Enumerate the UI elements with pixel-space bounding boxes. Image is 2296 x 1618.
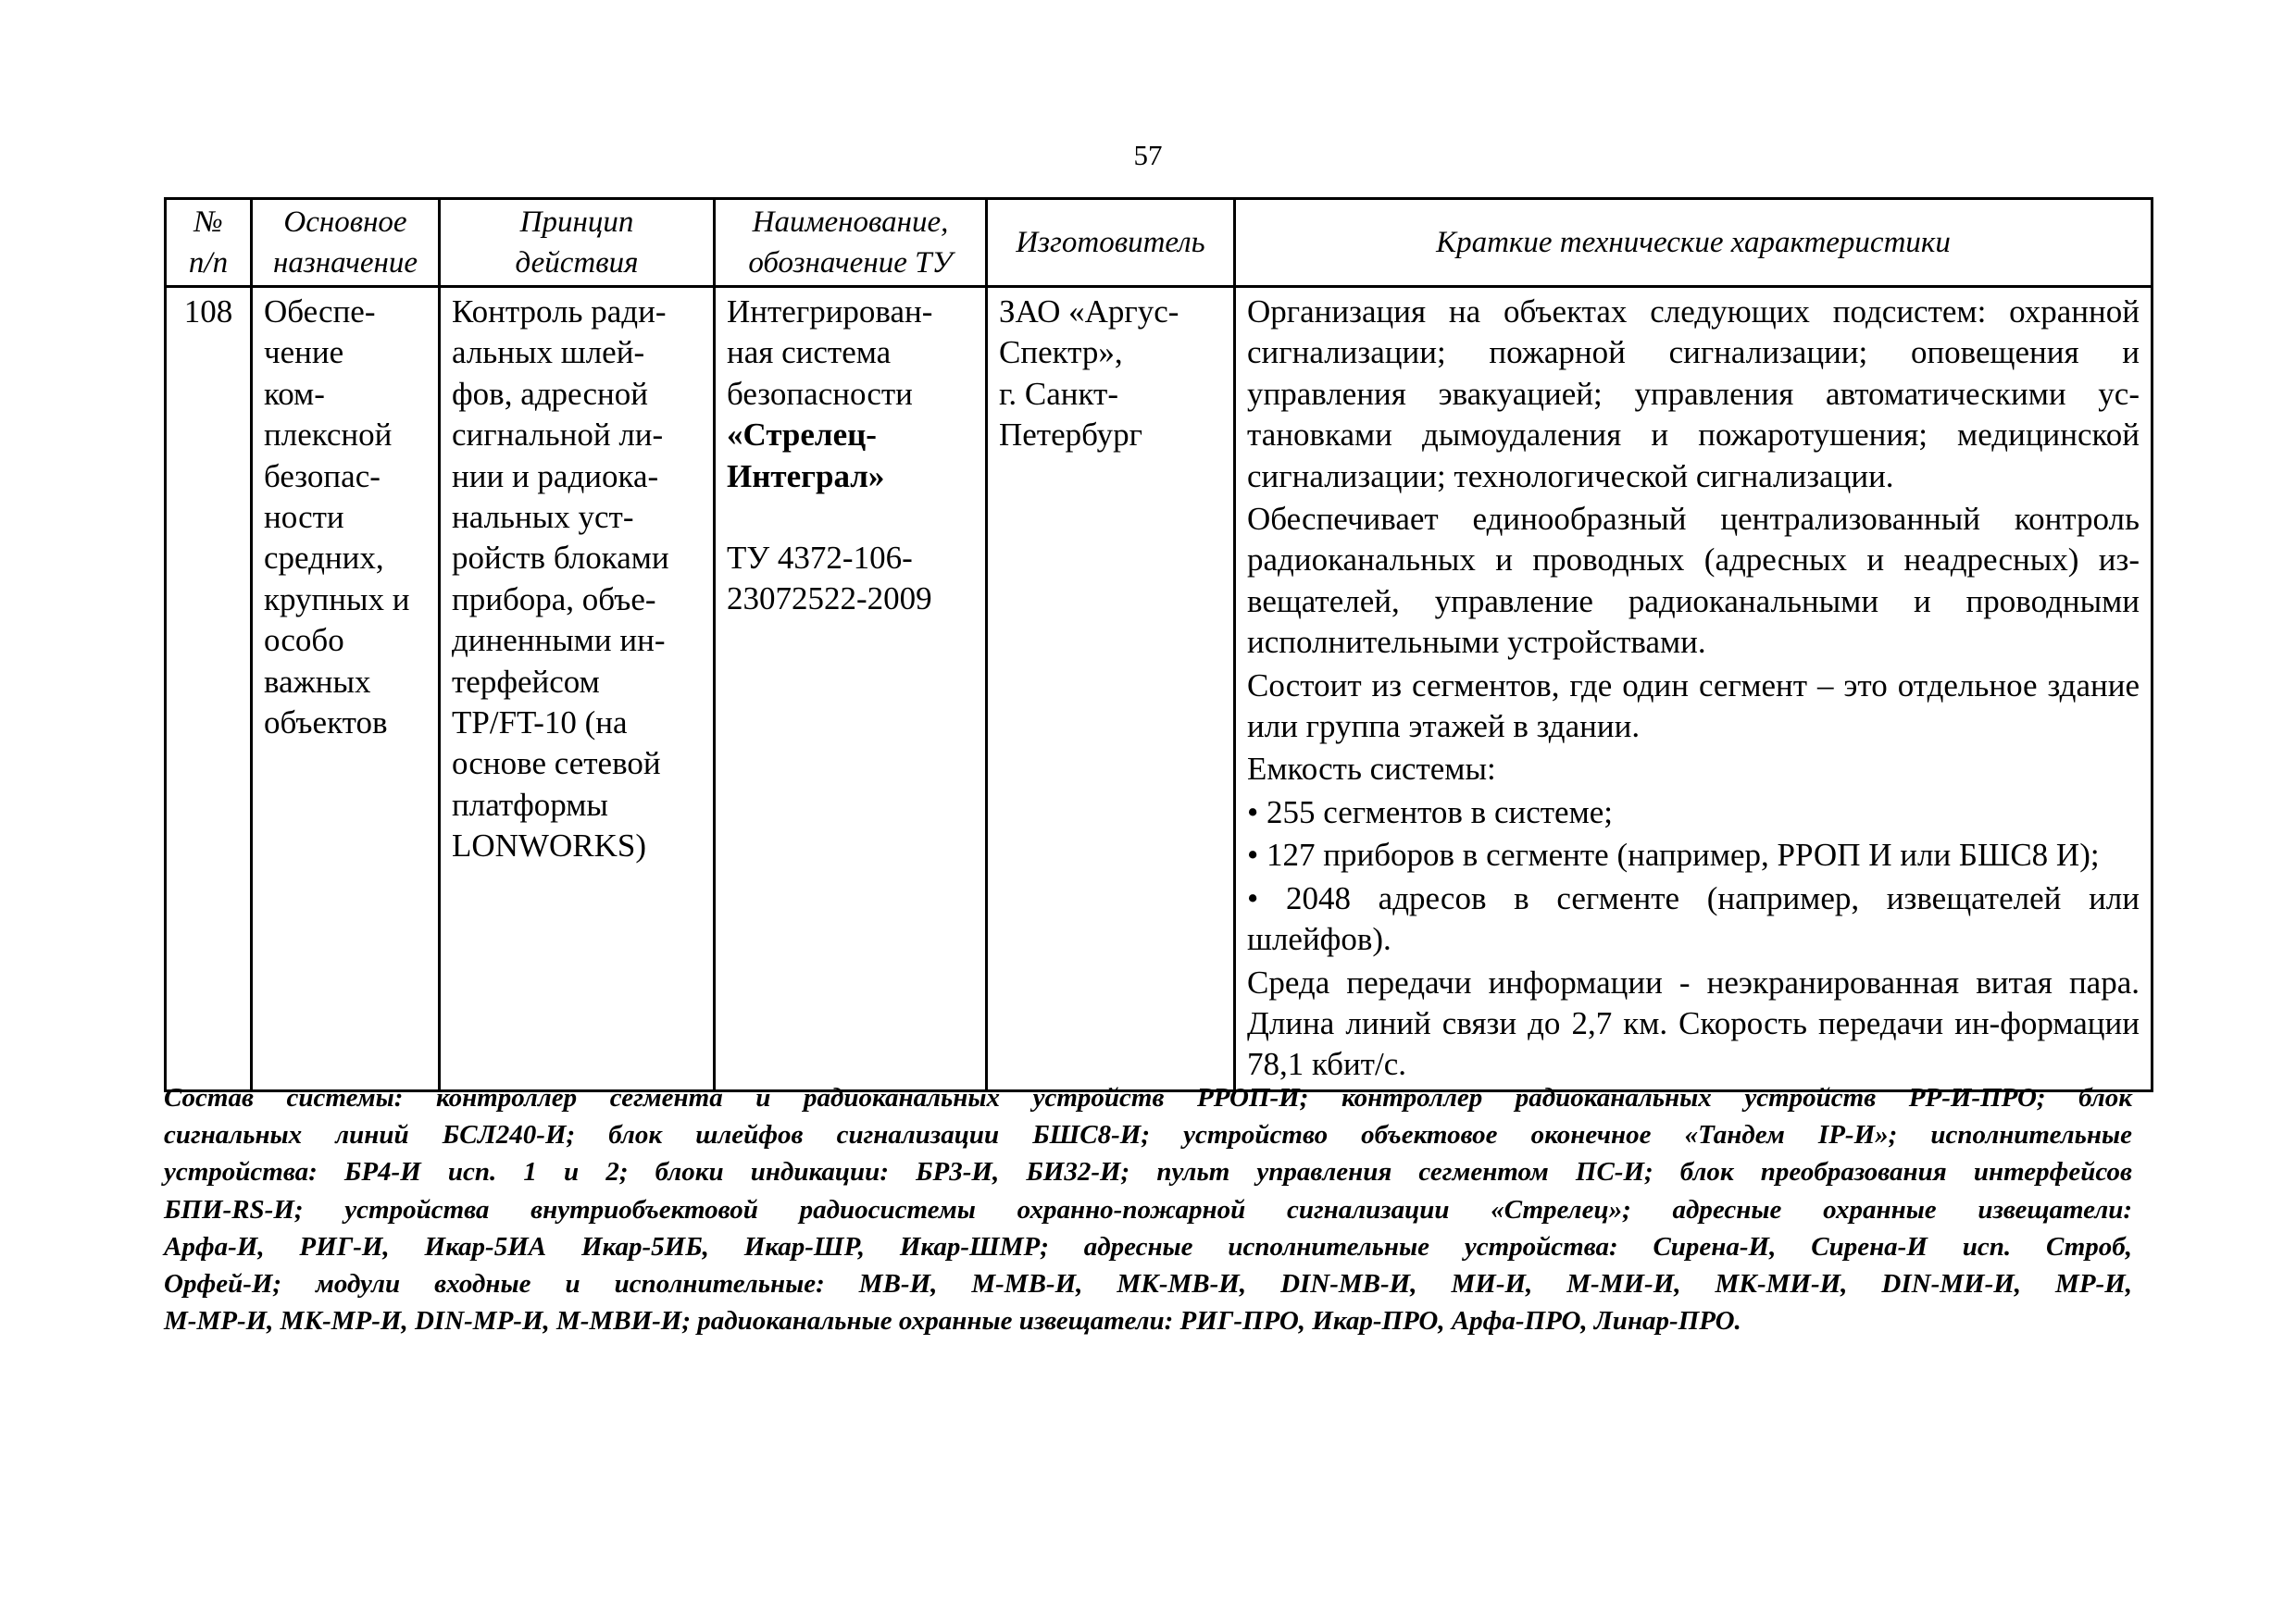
manufacturer-line: Спектр», <box>999 334 1123 371</box>
cell-specs <box>1235 287 2152 1091</box>
cell-name <box>715 287 987 1091</box>
manufacturer-line: г. Санкт- <box>999 375 1119 412</box>
spacer <box>727 497 974 538</box>
tu-line: 23072522-2009 <box>727 580 932 617</box>
purpose-line: плексной <box>264 417 393 454</box>
header-purpose-line: Основное <box>283 205 407 239</box>
composition-line: Орфей-И; модули входные и исполнительные: МВ-И, М-МВ-И, МК-МВ-И, DIN-МВ-И, МИ-И, М-МИ-И, МК-МИ-И, DIN-МИ-И, МР-И, <box>164 1269 2132 1300</box>
header-principle-line: Принцип <box>519 205 634 239</box>
name-line: ная система <box>727 334 892 371</box>
cell-principle <box>440 287 715 1091</box>
spec-paragraph: Среда передачи информации - неэкранированная витая пара. Длина линий связи до 2,7 км. Скорость передачи ин-формации 78,1 кбит/с. <box>1247 964 2140 1083</box>
principle-line: ройств блоками <box>452 540 669 577</box>
composition-line: БПИ-RS-И; устройства внутриобъектовой радиосистемы охранно-пожарной сигнализации «Стрелец»; адресные охранные извещатели: <box>164 1194 2132 1225</box>
manufacturer-line: ЗАО «Аргус- <box>999 293 1179 330</box>
cell-purpose <box>252 287 440 1091</box>
purpose-line: особо <box>264 622 344 659</box>
composition-line: устройства: БР4-И исп. 1 и 2; блоки индикации: БР3-И, БИ32-И; пульт управления сегментом ПС-И; блок преобразования интерфейсов <box>164 1157 2132 1188</box>
equipment-table <box>164 197 2153 1092</box>
product-name: Интеграл» <box>727 457 885 494</box>
header-purpose <box>252 199 440 287</box>
system-composition <box>164 1079 2132 1339</box>
tu-line: ТУ 4372-106- <box>727 540 913 577</box>
header-manufacturer: Изготовитель <box>987 199 1235 287</box>
principle-line: основе сетевой <box>452 745 661 782</box>
purpose-line: объектов <box>264 704 388 741</box>
cell-manufacturer <box>987 287 1235 1091</box>
header-name-line: Наименование, <box>752 205 949 239</box>
principle-line: TP/FT-10 (на <box>452 704 628 741</box>
purpose-line: важных <box>264 663 371 700</box>
spec-paragraph: Состоит из сегментов, где один сегмент – это отдельное здание или группа этажей в здании. <box>1247 666 2140 745</box>
spec-paragraph: Организация на объектах следующих подсистем: охранной сигнализации; пожарной сигнализации; оповещения и управления эвакуацией; управления автоматическими ус-тановками дымоудаления и пожаротушения; медицинской сигнализации; технологической сигнализации. <box>1247 293 2140 494</box>
cell-num: 108 <box>166 287 252 1091</box>
composition-line: сигнальных линий БСЛ240-И; блок шлейфов сигнализации БШС8-И; устройство объектовое оконечное «Тандем IP-И»; исполнительные <box>164 1120 2132 1151</box>
purpose-line: крупных и <box>264 580 410 617</box>
manufacturer-line: Петербург <box>999 417 1142 454</box>
name-line: Интегрирован- <box>727 293 933 330</box>
principle-line: нии и радиока- <box>452 457 659 494</box>
header-num-line: п/п <box>188 246 229 280</box>
principle-line: прибора, объе- <box>452 580 656 617</box>
name-line: безопасности <box>727 375 913 412</box>
principle-line: нальных уст- <box>452 499 634 536</box>
purpose-line: средних, <box>264 540 384 577</box>
spec-paragraph: Обеспечивает единообразный централизованный контроль радиоканальных и проводных (адресных и неадресных) из-вещателей, управление радиоканальными и проводными исполнительными устройствами. <box>1247 501 2140 661</box>
principle-line: альных шлей- <box>452 334 645 371</box>
principle-line: Контроль ради- <box>452 293 667 330</box>
header-specs: Краткие технические характеристики <box>1235 199 2152 287</box>
principle-line: LONWORKS) <box>452 828 646 865</box>
header-name-line: обозначение ТУ <box>748 246 953 280</box>
spec-bullet: • 127 приборов в сегменте (например, РРОП И или БШС8 И); <box>1247 837 2100 874</box>
composition-line: Состав системы: контроллер сегмента и радиоканальных устройств РРОП-И; контроллер радиоканальных устройств РР-И-ПРО; блок <box>164 1083 2132 1113</box>
composition-line: М-МР-И, МК-МР-И, DIN-МР-И, М-МВИ-И; радиоканальные охранные извещатели: РИГ-ПРО, Икар-ПРО, Арфа-ПРО, Линар-ПРО. <box>164 1306 1741 1337</box>
product-name: «Стрелец- <box>727 417 877 454</box>
purpose-line: безопас- <box>264 457 381 494</box>
header-principle-line: действия <box>515 246 639 280</box>
header-purpose-line: назначение <box>272 246 418 280</box>
page-number: 57 <box>1133 139 1163 171</box>
header-principle <box>440 199 715 287</box>
principle-line: диненными ин- <box>452 622 666 659</box>
table-row <box>166 287 2152 1091</box>
purpose-line: Обеспе- <box>264 293 376 330</box>
spec-bullet: • 2048 адресов в сегменте (например, извещателей или шлейфов). <box>1247 879 2140 958</box>
header-name <box>715 199 987 287</box>
purpose-line: ности <box>264 499 344 536</box>
composition-line: Арфа-И, РИГ-И, Икар-5ИА Икар-5ИБ, Икар-ШР, Икар-ШМР; адресные исполнительные устройства: Сирена-И, Сирена-И исп. Строб, <box>164 1231 2132 1262</box>
header-num <box>166 199 252 287</box>
purpose-line: чение <box>264 334 344 371</box>
principle-line: сигнальной ли- <box>452 417 664 454</box>
spec-bullet: • 255 сегментов в системе; <box>1247 793 1613 830</box>
principle-line: фов, адресной <box>452 375 648 412</box>
spec-paragraph: Емкость системы: <box>1247 751 1496 788</box>
purpose-line: ком- <box>264 375 325 412</box>
principle-line: платформы <box>452 786 608 823</box>
principle-line: терфейсом <box>452 663 600 700</box>
table-header-row <box>166 199 2152 287</box>
header-num-line: № <box>193 205 223 239</box>
